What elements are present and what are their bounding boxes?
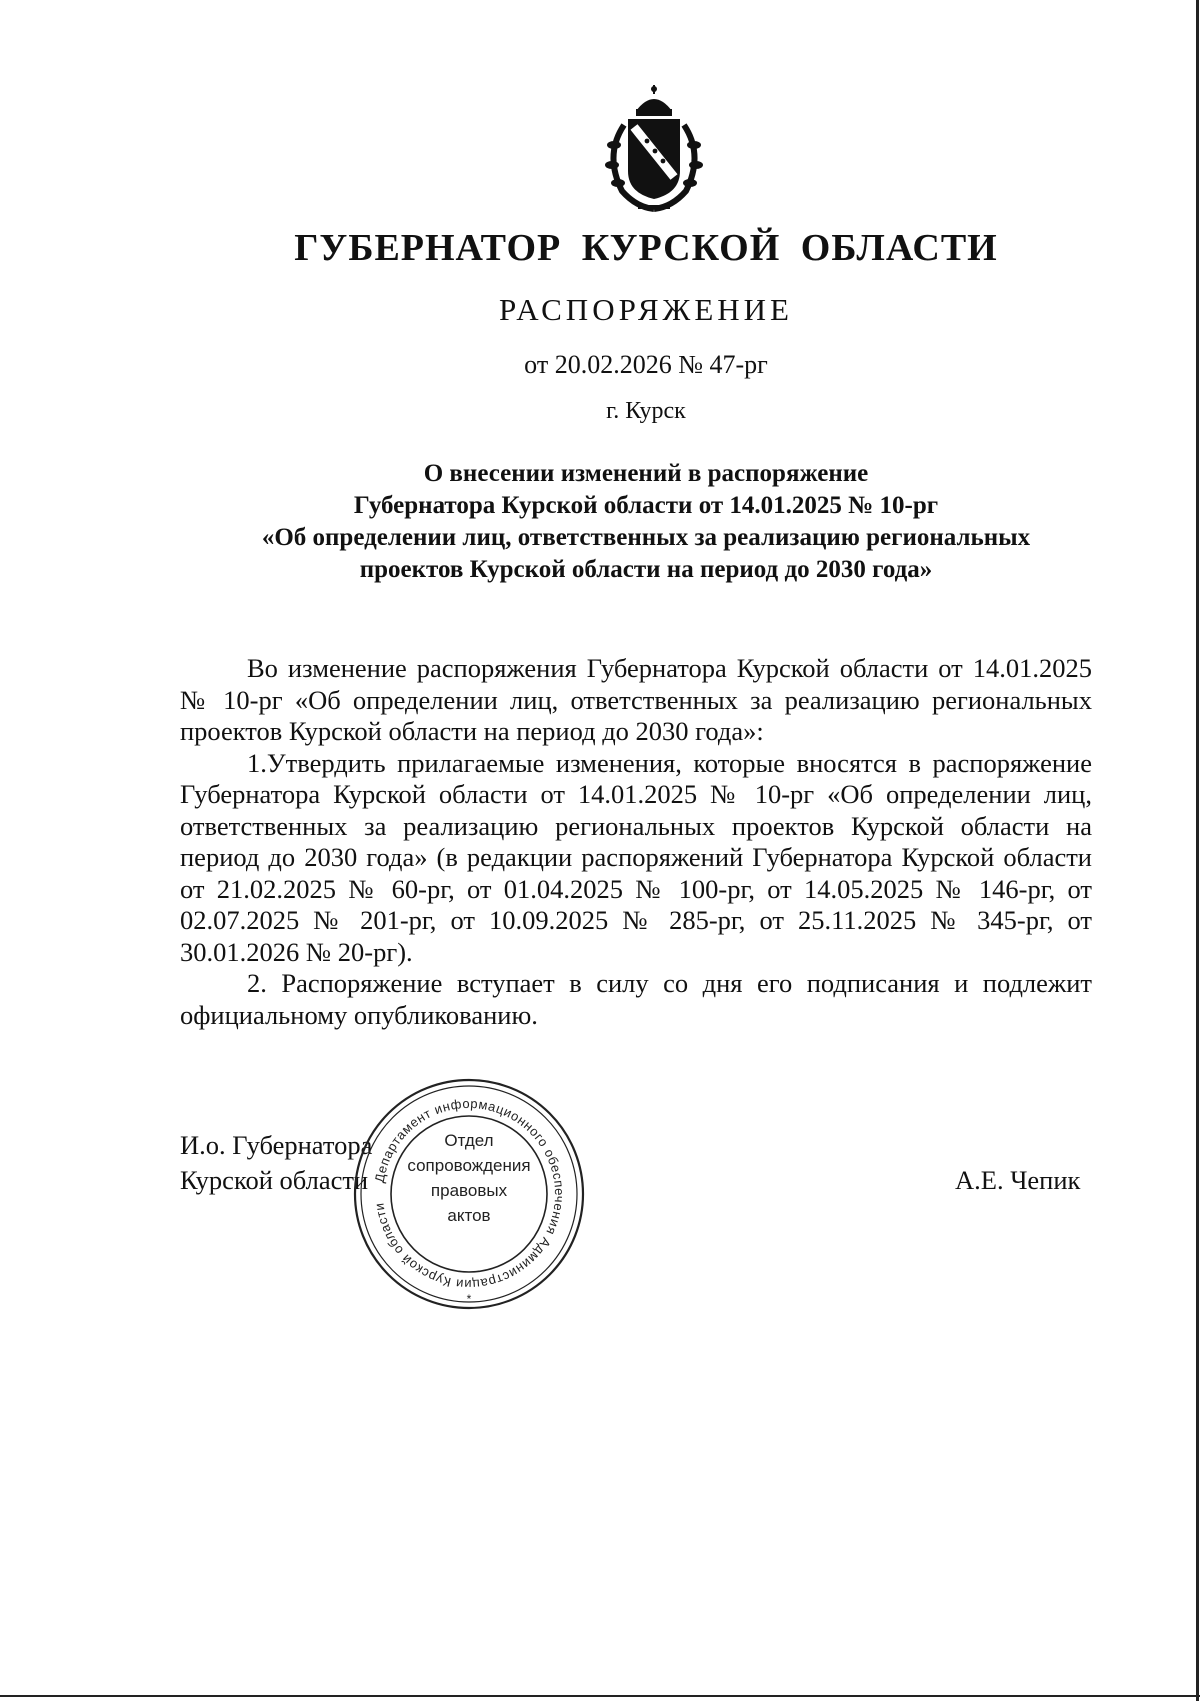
- document-type: РАСПОРЯЖЕНИЕ: [499, 292, 793, 327]
- signatory-position-line: И.о. Губернатора: [180, 1130, 373, 1160]
- document-number-date: от 20.02.2026 № 47-рг: [524, 350, 768, 379]
- seal-inner-line: сопровождения: [407, 1156, 531, 1175]
- body-intro-paragraph: Во изменение распоряжения Губернатора Курской области от 14.01.2025 № 10-рг «Об определении лиц, ответственных за реализацию региональных проектов Курской области на период до 2030 года»:: [180, 653, 1092, 746]
- issue-city: г. Курск: [606, 398, 686, 424]
- seal-inner-line: Отдел: [444, 1131, 494, 1150]
- title-line: Губернатора Курской области от 14.01.2025 № 10-рг: [353, 492, 939, 519]
- seal-inner-text: [351, 1128, 587, 1228]
- authority-heading: ГУБЕРНАТОР КУРСКОЙ ОБЛАСТИ: [294, 227, 998, 269]
- body-item-1: 1.Утвердить прилагаемые изменения, которые вносятся в распоряжение Губернатора Курской области от 14.01.2025 № 10-рг «Об определении лиц, ответственных за реализацию региональных проектов Курской области на период до 2030 года» (в редакции распоряжений Губернатора Курской области от 21.02.2025 № 60-рг, от 01.04.2025 № 100-рг, от 14.05.2025 № 146-рг, от 02.07.2025 № 201-рг, от 10.09.2025 № 285-рг, от 25.11.2025 № 345-рг, от 30.01.2026 № 20-рг).: [180, 747, 1092, 967]
- document-title: [180, 458, 1112, 586]
- svg-text:*: *: [466, 1292, 472, 1306]
- seal-inner-line: правовых: [430, 1181, 508, 1200]
- signatory-position-line: Курской области: [180, 1165, 369, 1195]
- signatory-position: [180, 1128, 372, 1198]
- seal-ring-text: Департамент информационного обеспечения Администрации Курской области: [371, 1095, 568, 1293]
- scan-edge-mark: [1196, 0, 1199, 1701]
- title-line: О внесении изменений в распоряжение: [423, 460, 869, 487]
- title-line: «Об определении лиц, ответственных за реализацию региональных: [261, 524, 1031, 551]
- scan-edge-mark: [0, 1695, 1200, 1697]
- body-item-2: 2. Распоряжение вступает в силу со дня его подписания и подлежит официальному опубликованию.: [180, 968, 1092, 1030]
- title-line: проектов Курской области на период до 2030 года»: [359, 556, 933, 583]
- document-body: [180, 653, 1092, 1031]
- seal-inner-line: актов: [447, 1206, 491, 1225]
- signatory-name: А.Е. Чепик: [955, 1165, 1081, 1195]
- coat-of-arms-icon: [592, 83, 716, 215]
